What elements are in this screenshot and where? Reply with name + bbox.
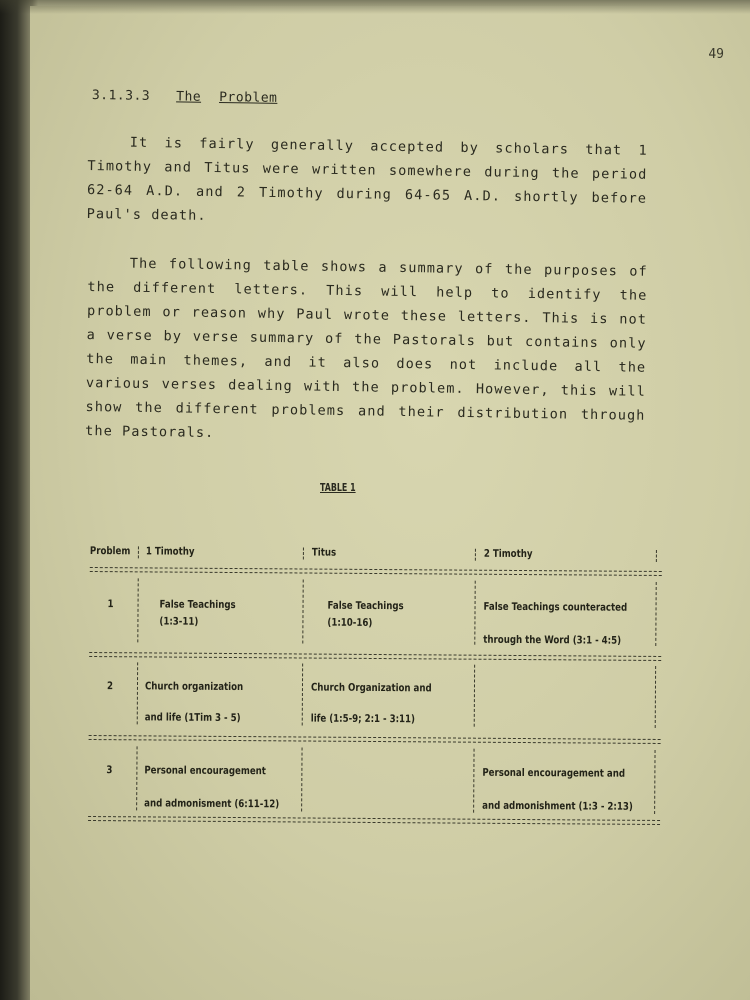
paragraph-dating: It is fairly generally accepted by scholars that 1 Timothy and Titus were written somewhere during the period 62-64 A.D. and 2 Timothy during 64-65 A.D. shortly before Paul's death.: [86, 134, 648, 224]
cell-titus-line-2: (1:10-16): [327, 616, 373, 629]
row-problem-number: 2: [106, 680, 114, 693]
cell-titus-line-1: False Teachings: [327, 599, 404, 613]
cell-1-timothy-line-2: (1:3-11): [159, 615, 199, 628]
column-divider: [654, 750, 655, 814]
column-divider: [137, 662, 138, 724]
column-divider: [474, 665, 475, 727]
section-title-word-2: Problem: [219, 89, 278, 106]
table-header-row: [90, 540, 662, 566]
page-number: 49: [708, 47, 724, 62]
cell-1-timothy-line-1: Church organization: [144, 680, 244, 694]
header-2-timothy: 2 Timothy: [483, 547, 533, 561]
summary-table: [89, 540, 662, 813]
header-titus: Titus: [311, 546, 337, 559]
cell-1-timothy-line-1: False Teachings: [159, 598, 236, 612]
header-1-timothy: 1 Timothy: [145, 545, 195, 558]
cell-1-timothy-line-2: and life (1Tim 3 - 5): [144, 711, 241, 725]
cell-2-timothy-line-1: Personal encouragement and: [482, 766, 626, 780]
table-caption: TABLE 1: [320, 481, 356, 494]
table-row: [89, 658, 662, 744]
column-divider: [475, 549, 476, 561]
cell-2-timothy-line-2: through the Word (3:1 - 4:5): [483, 633, 622, 647]
table-row: [88, 742, 661, 828]
cell-1-timothy-line-1: Personal encouragement: [144, 764, 266, 778]
paragraph-table-intro: The following table shows a summary of the purposes of the different letters. This will help to identify the problem or reason why Paul wrote these letters. This is not a verse by verse summary of the Pastorals but contains only the main themes, and it also does not include all the various verses dealing with the problem. However, this will show the different problems and their distribution through the Pastorals.: [85, 255, 648, 442]
column-divider: [302, 579, 303, 643]
column-divider: [474, 581, 475, 645]
column-divider: [655, 582, 656, 646]
column-divider: [137, 578, 138, 642]
top-edge-shadow: [0, 0, 750, 14]
column-divider: [302, 663, 303, 725]
column-divider: [473, 749, 474, 813]
column-divider: [655, 666, 656, 728]
section-heading: [92, 88, 278, 106]
column-divider: [656, 550, 657, 562]
table-row: [89, 574, 662, 660]
column-divider: [301, 747, 302, 811]
section-title-word-1: The: [176, 89, 202, 105]
cell-titus-line-2: life (1:5-9; 2:1 - 3:11): [310, 712, 416, 726]
cell-2-timothy-line-1: False Teachings counteracted: [483, 600, 628, 614]
row-problem-number: 1: [107, 598, 114, 611]
column-divider: [138, 546, 139, 558]
row-problem-number: 3: [106, 764, 113, 777]
header-problem: Problem: [89, 544, 131, 558]
cell-titus-line-1: Church Organization and: [310, 681, 432, 695]
column-divider: [303, 547, 304, 559]
cell-1-timothy-line-2: and admonisment (6:11-12): [144, 797, 280, 811]
section-number: 3.1.3.3: [91, 88, 151, 104]
cell-2-timothy-line-2: and admonishment (1:3 - 2:13): [482, 799, 633, 813]
column-divider: [136, 746, 137, 810]
